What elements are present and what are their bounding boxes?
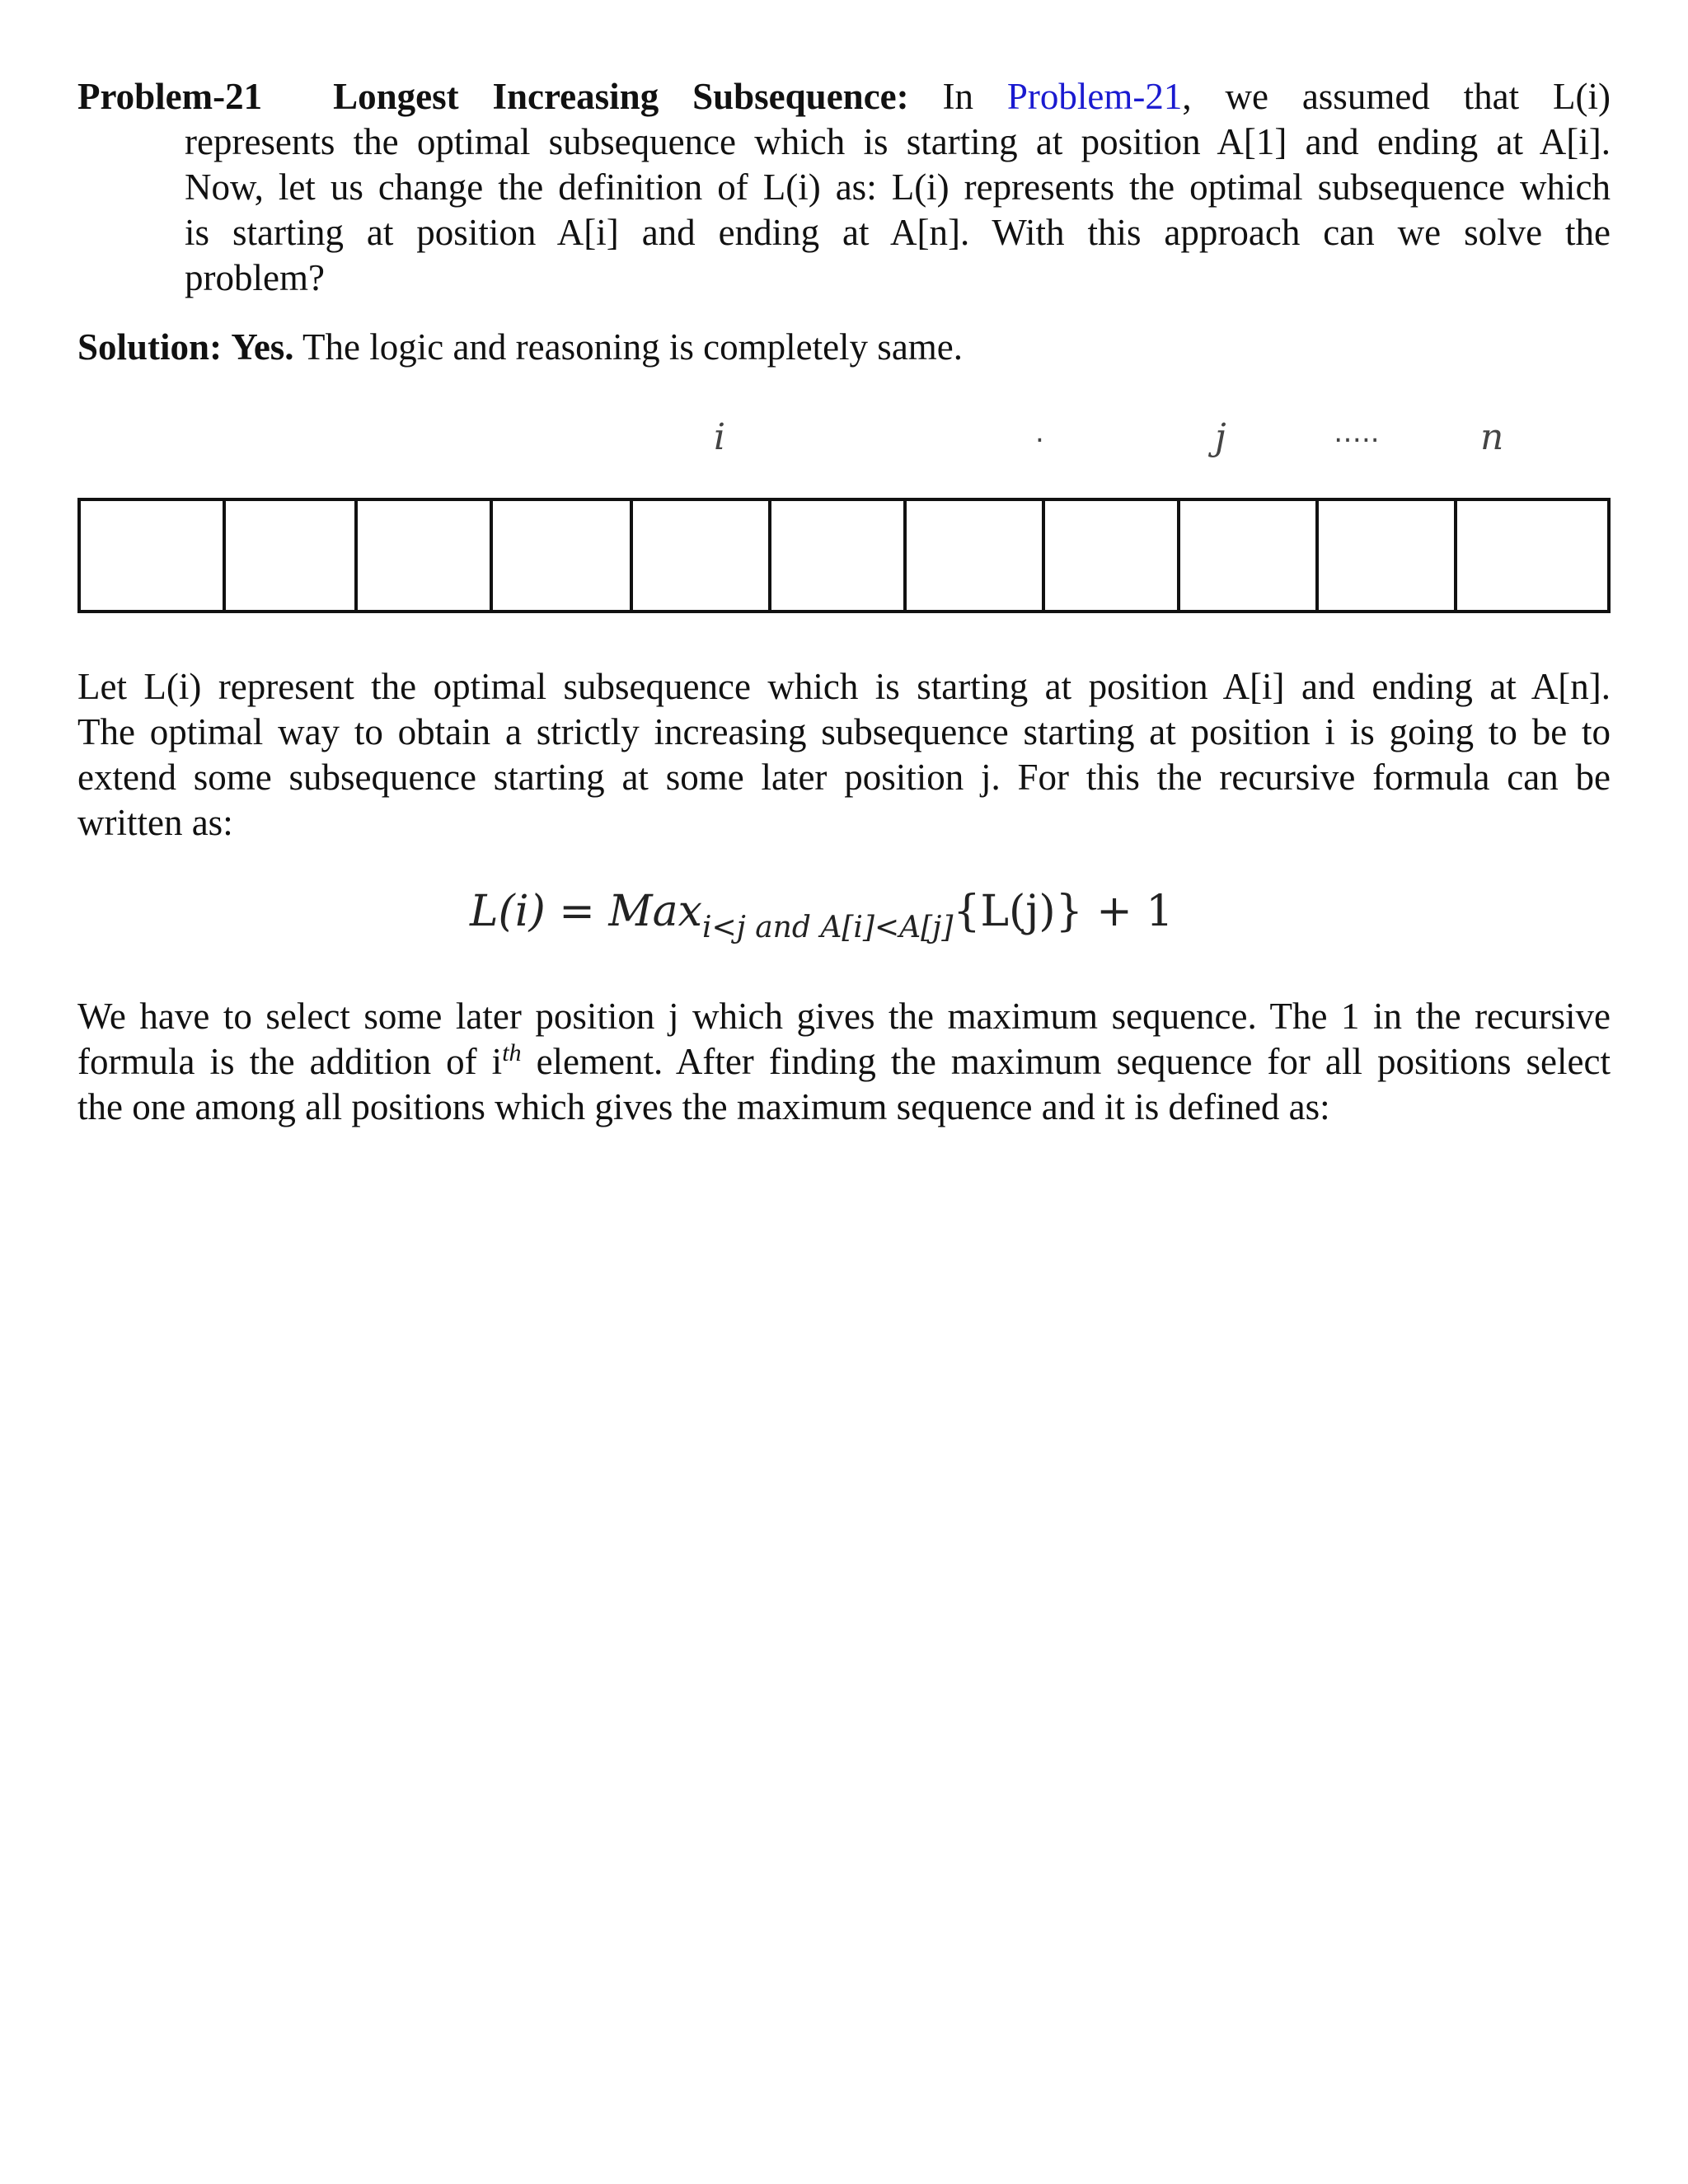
array-cell [1454, 501, 1607, 610]
para2-line-2: The optimal way to obtain a strictly increasing subsequence starting at position i is going to be to [77, 711, 1611, 752]
formula-rhs: {L(j)} + 1 [953, 887, 1174, 936]
array-cell [1042, 501, 1177, 610]
array-cell [354, 501, 490, 610]
problem-label: Problem-21 [77, 76, 263, 117]
explanation-paragraph [77, 994, 1611, 1130]
problem-line-4: is starting at position A[i] and ending at A[n]. With this approach can we solve the [185, 212, 1611, 253]
array-cell [630, 501, 768, 610]
superscript-th: th [502, 1039, 522, 1066]
marker-ellipsis: ….. [1334, 416, 1380, 449]
recurrence-formula [470, 887, 1174, 944]
formula-subscript: i<j and A[i]<A[j] [701, 911, 954, 944]
para3-line-2-pre: formula is the addition of i [77, 1041, 503, 1082]
marker-j: j [1215, 416, 1226, 458]
problem-line-2: represents the optimal subsequence which is starting at position A[1] and ending at A[i]. [185, 121, 1611, 162]
problem-line-1 [77, 74, 1611, 120]
array-cell [1315, 501, 1454, 610]
para2-line-1: Let L(i) represent the optimal subsequence which is starting at position A[i] and ending at A[n]. [77, 666, 1611, 707]
solution-answer: Yes. [231, 326, 294, 368]
marker-dot: . [1035, 416, 1044, 449]
para2-line-4: written as: [77, 802, 233, 843]
problem-title: Longest Increasing Subsequence: [333, 76, 909, 117]
formula-lhs: L(i) = Max [470, 887, 702, 936]
solution-text: The logic and reasoning is completely same. [302, 326, 964, 368]
definition-paragraph [77, 664, 1611, 846]
marker-i: i [714, 416, 726, 458]
problem-statement [77, 74, 1611, 301]
para2-line-3: extend some subsequence starting at some later position j. For this the recursive formula can be [77, 757, 1611, 798]
solution [77, 325, 1611, 370]
problem-line-1-rest: , we assumed that L(i) [1182, 76, 1611, 117]
problem-line-3: Now, let us change the definition of L(i) as: L(i) represents the optimal subsequence which [185, 166, 1611, 208]
array-cell [768, 501, 903, 610]
array-cell [81, 501, 223, 610]
solution-label: Solution: [77, 326, 223, 368]
problem-line-5: problem? [185, 257, 325, 298]
para3-line-1: We have to select some later position j which gives the maximum sequence. The 1 in the recursive [77, 996, 1611, 1037]
array-cell [1177, 501, 1315, 610]
para3-line-3: the one among all positions which gives the maximum sequence and it is defined as: [77, 1086, 1330, 1127]
array-diagram [77, 498, 1611, 613]
array-cell [490, 501, 630, 610]
array-cell [903, 501, 1042, 610]
marker-n: n [1480, 416, 1504, 458]
array-cell [223, 501, 354, 610]
problem-text-pre-link: In [942, 76, 973, 117]
problem-link[interactable]: Problem-21 [1006, 76, 1183, 117]
para3-line-2 [77, 1039, 1611, 1085]
para3-line-2-post: element. After finding the maximum sequence for all positions select [521, 1041, 1611, 1082]
